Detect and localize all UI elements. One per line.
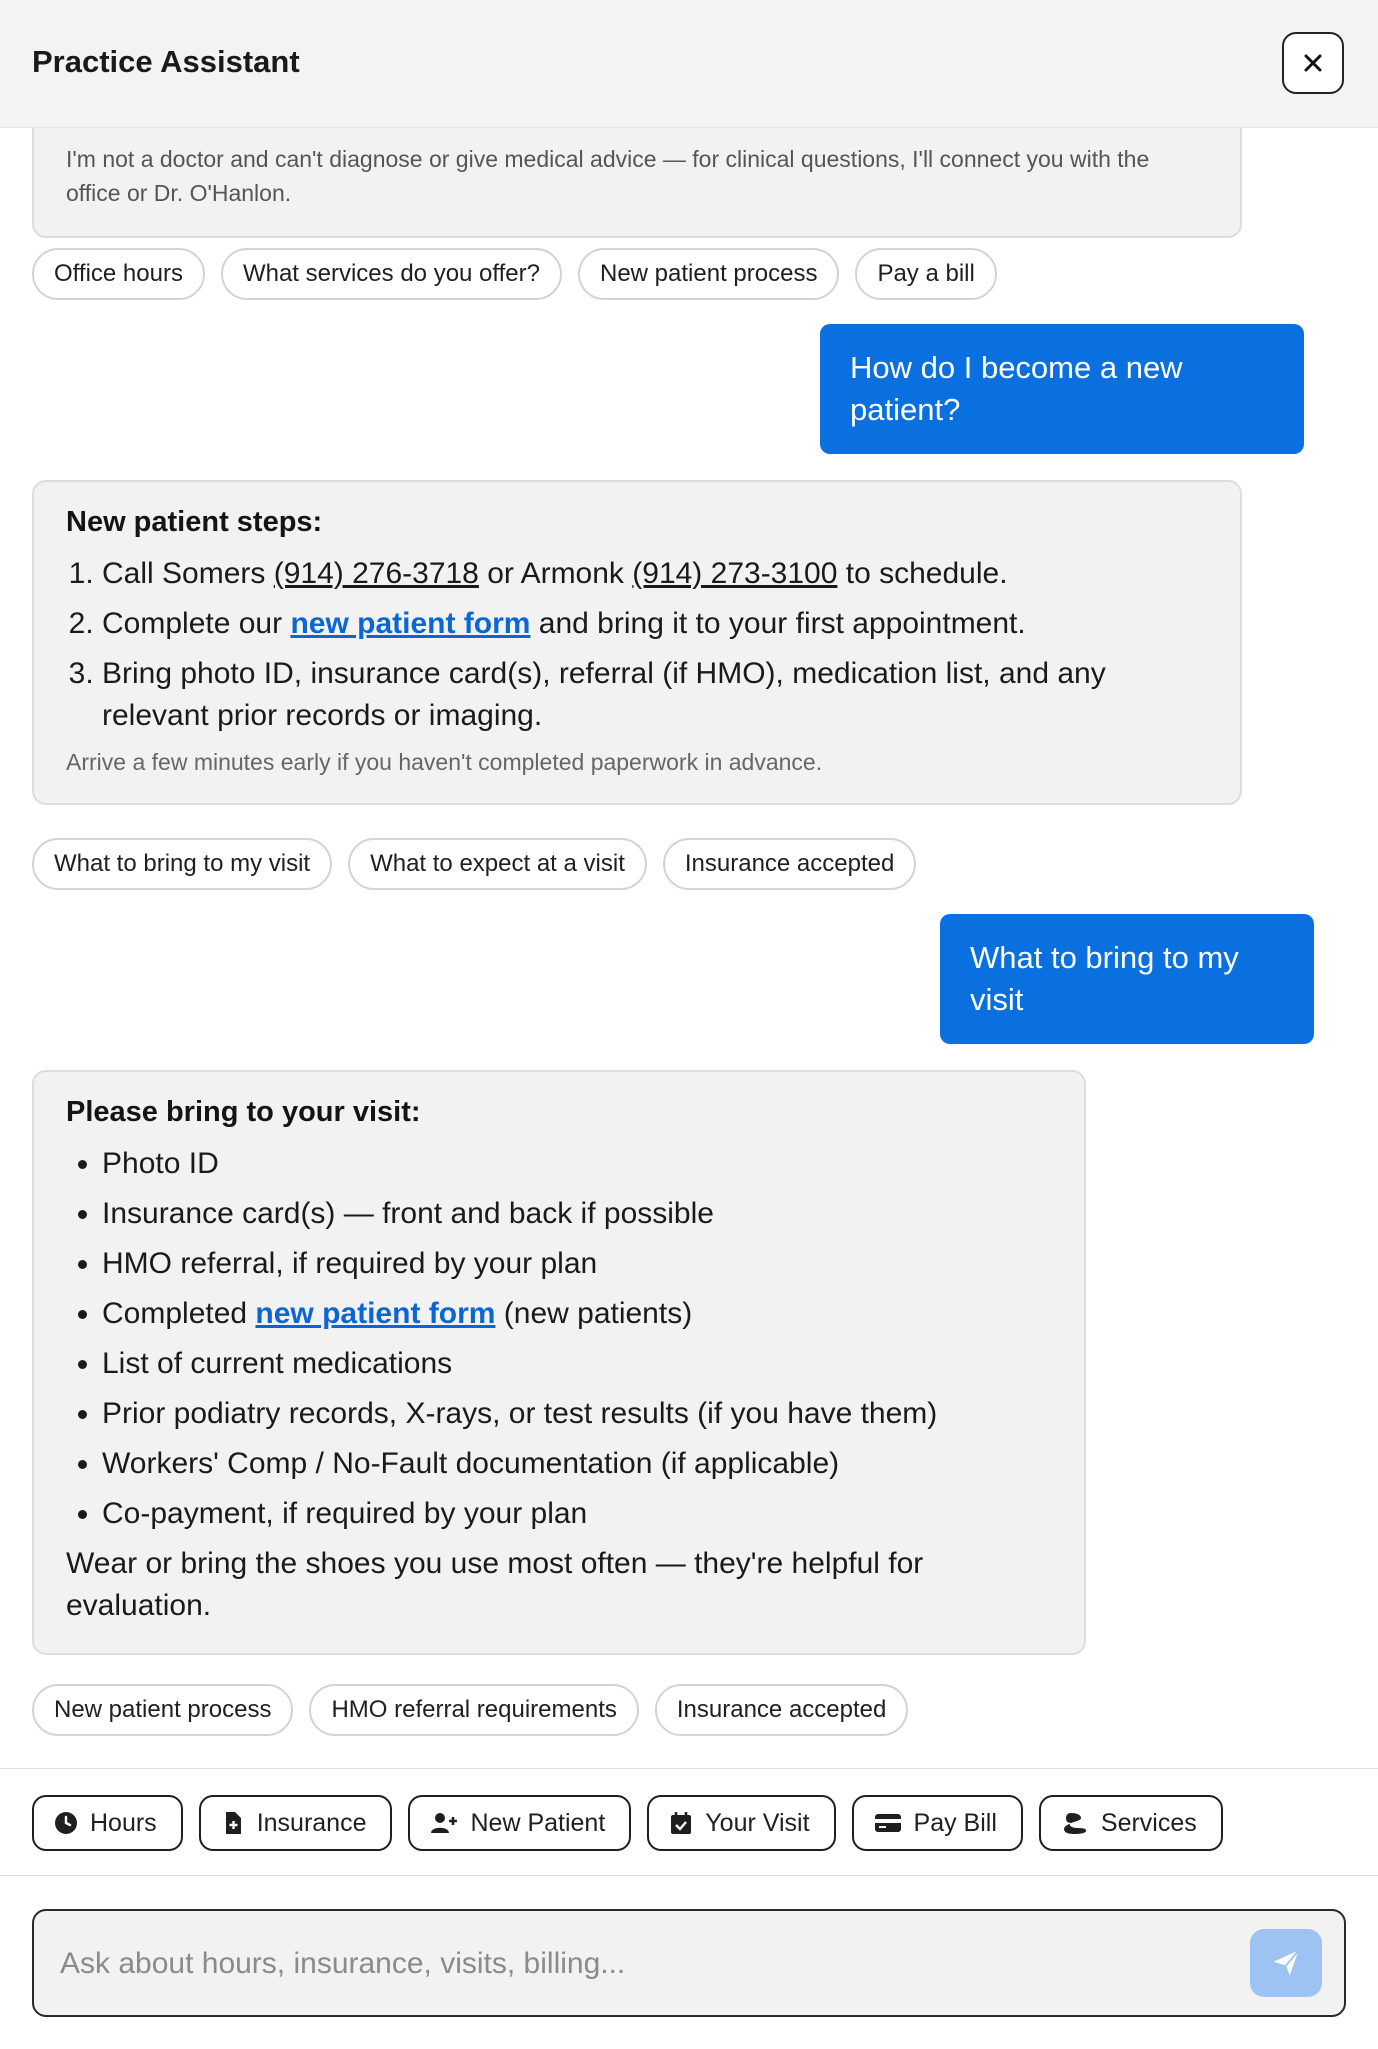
quick-actions-bar xyxy=(0,1768,1378,1876)
chip-what-to-bring[interactable]: What to bring to my visit xyxy=(32,838,332,890)
quick-action-label: Services xyxy=(1100,1808,1197,1837)
phone-link-somers[interactable]: (914) 276-3718 xyxy=(273,557,479,590)
close-icon xyxy=(1303,53,1323,73)
disclaimer-text: I'm not a doctor and can't diagnose or give medical advice — for clinical questions, I'll connect you with the office or Dr. O'Hanlon. xyxy=(66,146,1150,206)
new-patient-form-link[interactable]: new patient form xyxy=(290,607,531,640)
list-item: • HMO referral, if required by your plan xyxy=(102,1243,1052,1285)
calendar-check-icon xyxy=(669,1811,693,1835)
message-footer: Wear or bring the shoes you use most often — they're helpful for evaluation. xyxy=(66,1547,924,1622)
list-item: • Workers' Comp / No-Fault documentation (if applicable) xyxy=(102,1443,1052,1485)
chip-what-to-expect[interactable]: What to expect at a visit xyxy=(348,838,647,890)
suggestion-chips-3 xyxy=(32,1684,908,1736)
chip-insurance-accepted[interactable]: Insurance accepted xyxy=(663,838,916,890)
suggestion-chips-2 xyxy=(32,838,916,890)
quick-action-label: New Patient xyxy=(470,1808,606,1837)
page-title: Practice Assistant xyxy=(32,44,300,79)
add-user-icon xyxy=(430,1811,458,1835)
chat-transcript[interactable] xyxy=(0,128,1378,1768)
message-heading: Please bring to your visit: xyxy=(66,1096,421,1128)
foot-icon xyxy=(1061,1811,1089,1835)
assistant-message-disclaimer xyxy=(32,128,1242,238)
quick-action-new-patient[interactable] xyxy=(408,1795,631,1851)
quick-action-your-visit[interactable] xyxy=(647,1795,835,1851)
list-item: • Photo ID xyxy=(102,1143,1052,1185)
insurance-card-icon xyxy=(221,1811,245,1835)
assistant-message-what-to-bring xyxy=(32,1070,1086,1655)
user-message-2: What to bring to my visit xyxy=(940,914,1314,1044)
list-item: • Insurance card(s) — front and back if possible xyxy=(102,1193,1052,1235)
quick-action-label: Insurance xyxy=(256,1808,367,1837)
quick-action-label: Pay Bill xyxy=(913,1808,997,1837)
quick-action-label: Hours xyxy=(90,1808,157,1837)
list-item: 1. Call Somers (914) 276-3718 or Armonk (914) 273-3100 to schedule. xyxy=(102,553,1208,595)
message-composer xyxy=(32,1909,1346,2017)
chip-pay-bill[interactable]: Pay a bill xyxy=(855,248,996,300)
list-item: 2. Complete our new patient form and bring it to your first appointment. xyxy=(102,603,1208,645)
list-item: 3. Bring photo ID, insurance card(s), referral (if HMO), medication list, and any relevant prior records or imaging. xyxy=(102,653,1208,737)
chip-hmo-referral[interactable]: HMO referral requirements xyxy=(309,1684,638,1736)
list-item: • List of current medications xyxy=(102,1343,1052,1385)
steps-list xyxy=(66,553,1208,737)
chat-header xyxy=(0,0,1378,128)
quick-action-services[interactable] xyxy=(1039,1795,1223,1851)
message-heading: New patient steps: xyxy=(66,506,323,538)
send-icon xyxy=(1271,1948,1301,1978)
phone-link-armonk[interactable]: (914) 273-3100 xyxy=(632,557,838,590)
quick-action-pay-bill[interactable] xyxy=(852,1795,1023,1851)
new-patient-form-link[interactable]: new patient form xyxy=(255,1297,496,1330)
send-button[interactable] xyxy=(1250,1929,1322,1997)
close-button[interactable] xyxy=(1282,32,1344,94)
chip-new-patient-process[interactable]: New patient process xyxy=(578,248,839,300)
list-item: • Completed new patient form (new patients) xyxy=(102,1293,1052,1335)
message-note: Arrive a few minutes early if you haven't completed paperwork in advance. xyxy=(66,749,823,775)
user-message-1: How do I become a new patient? xyxy=(820,324,1304,454)
credit-card-icon xyxy=(874,1811,902,1835)
list-item: • Co-payment, if required by your plan xyxy=(102,1493,1052,1535)
chip-services[interactable]: What services do you offer? xyxy=(221,248,562,300)
list-item: • Prior podiatry records, X-rays, or test results (if you have them) xyxy=(102,1393,1052,1435)
chip-office-hours[interactable]: Office hours xyxy=(32,248,205,300)
bring-list xyxy=(66,1143,1052,1535)
quick-action-insurance[interactable] xyxy=(199,1795,393,1851)
message-input[interactable] xyxy=(58,1935,1242,1993)
chip-insurance-accepted[interactable]: Insurance accepted xyxy=(655,1684,908,1736)
clock-icon xyxy=(54,1811,78,1835)
suggestion-chips-1 xyxy=(32,248,997,300)
assistant-message-new-patient-steps xyxy=(32,480,1242,805)
quick-action-label: Your Visit xyxy=(705,1808,810,1837)
chip-new-patient-process[interactable]: New patient process xyxy=(32,1684,293,1736)
quick-action-hours[interactable] xyxy=(32,1795,183,1851)
